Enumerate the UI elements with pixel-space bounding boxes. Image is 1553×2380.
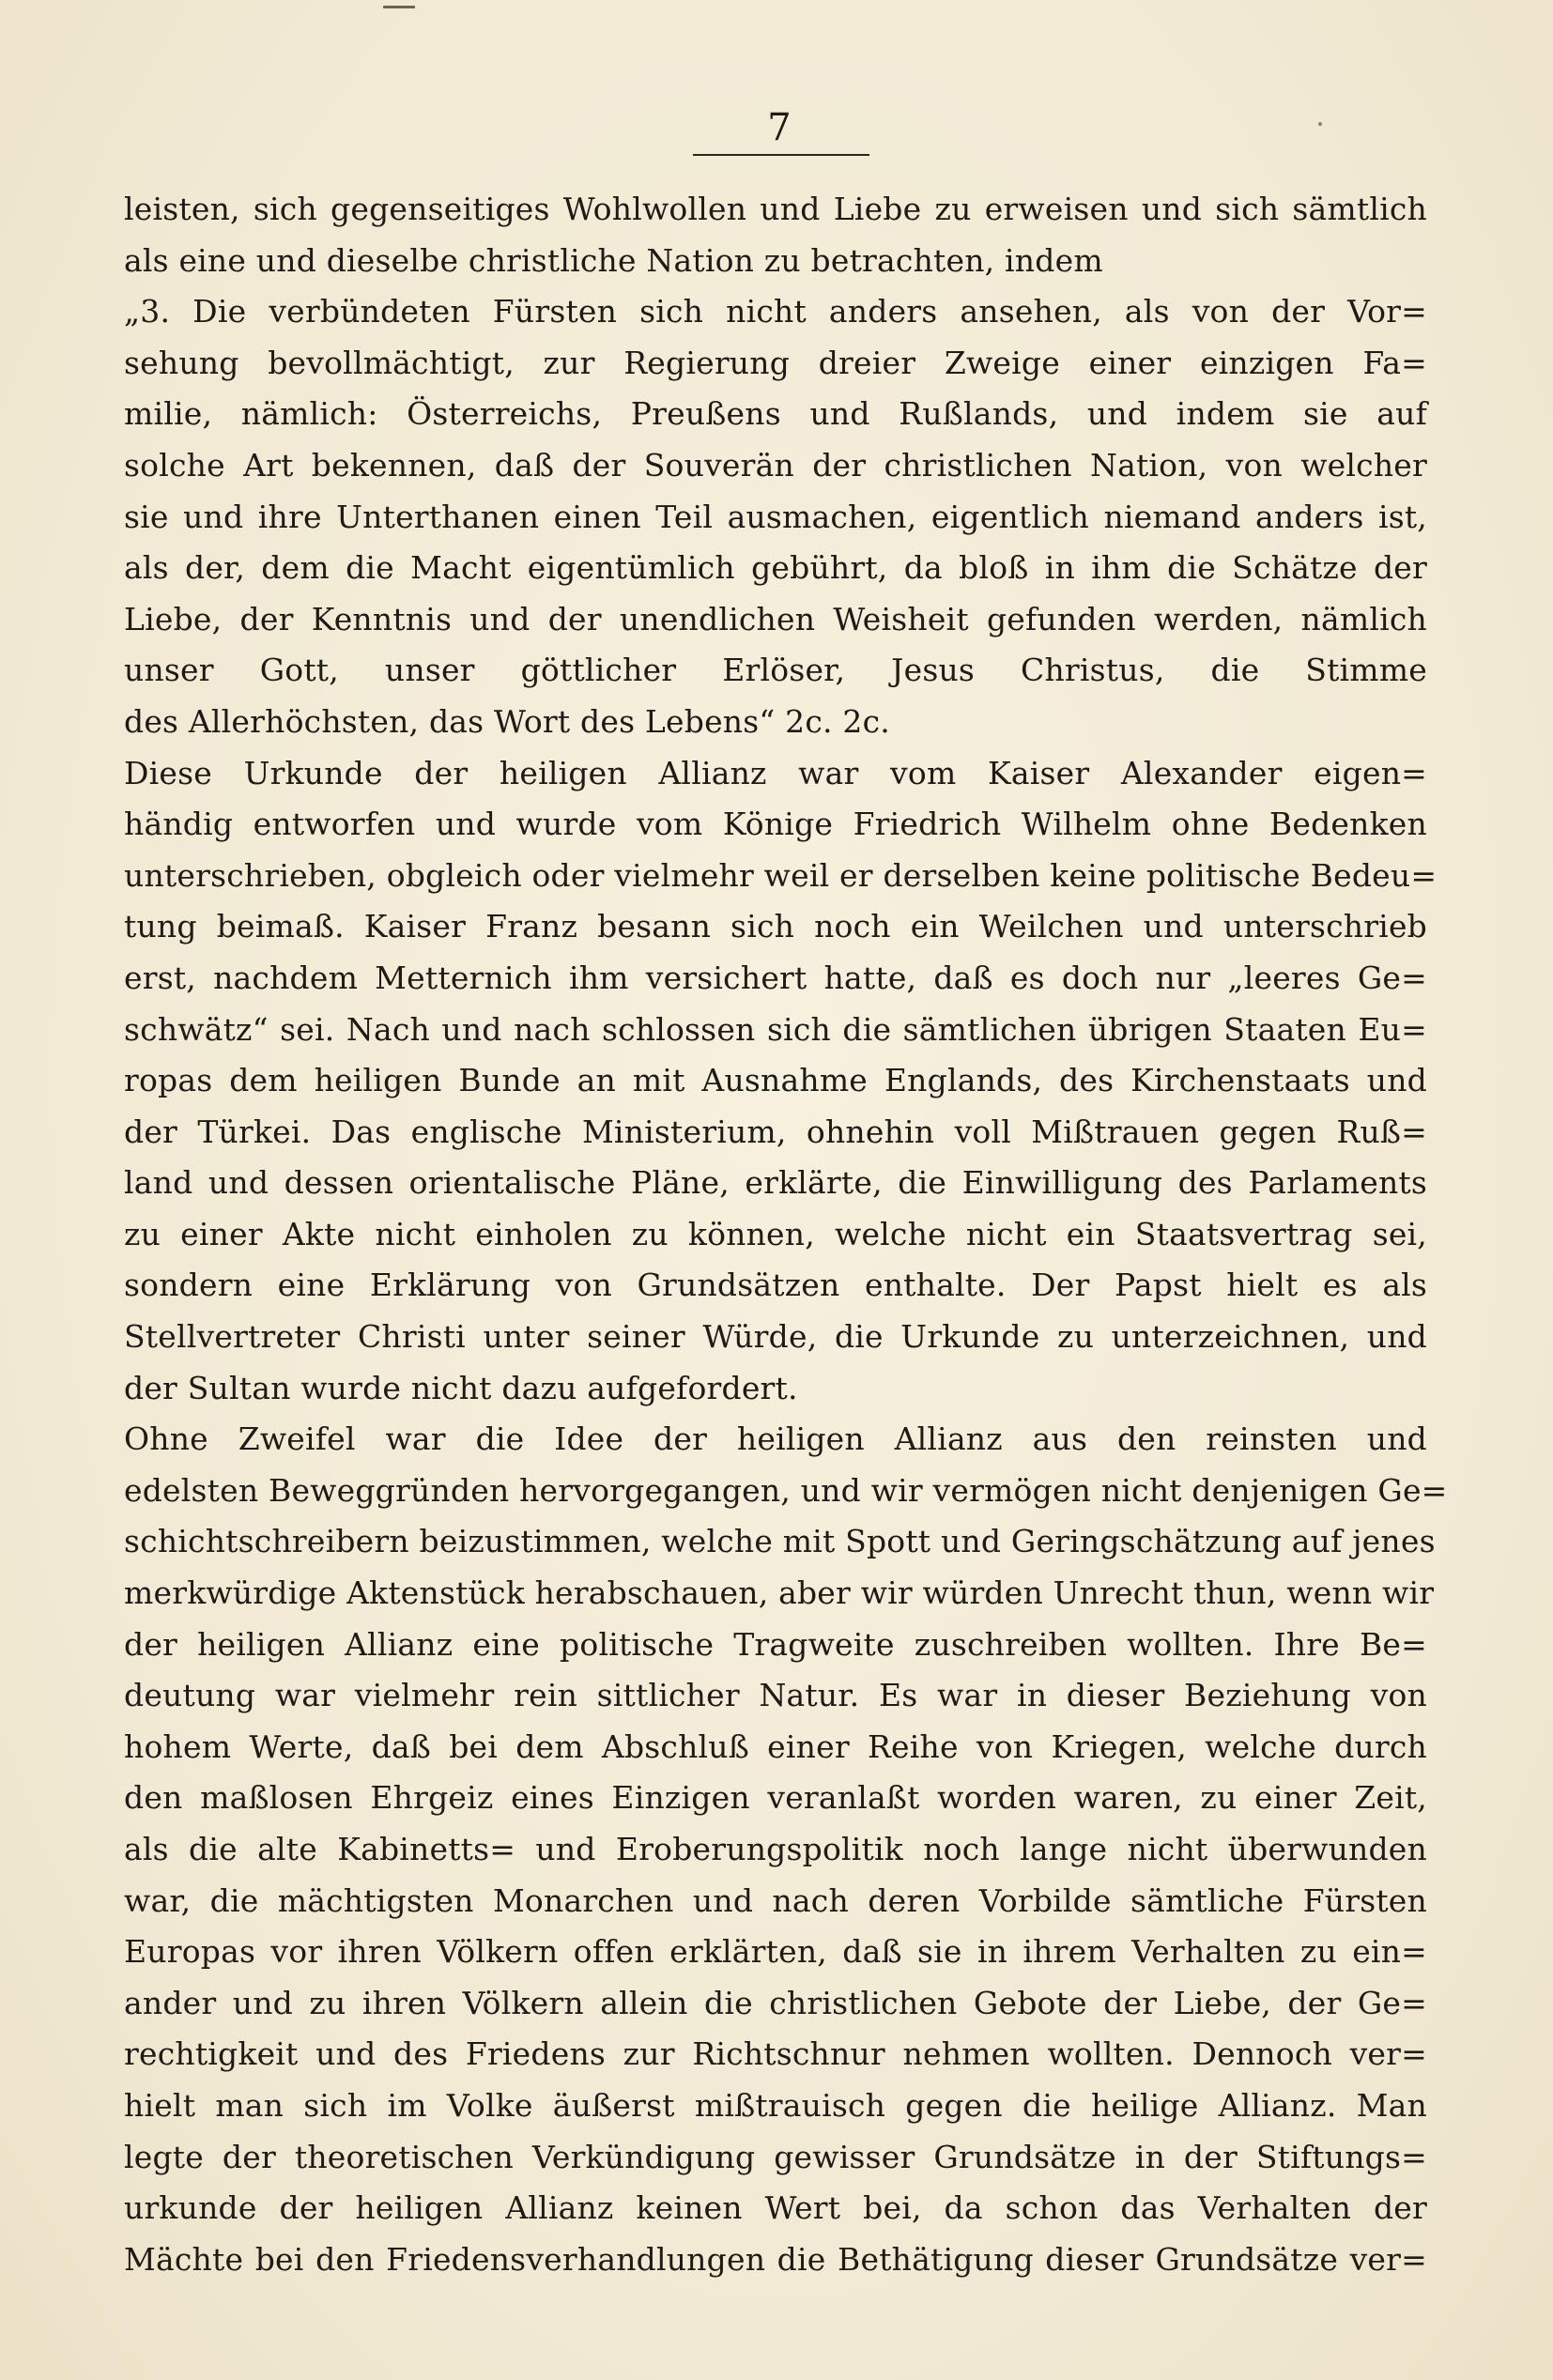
text-line: leisten, sich gegenseitiges Wohlwollen und Liebe zu erweisen und sich sämtlich	[124, 191, 1427, 227]
text-line: hohem Werte, daß bei dem Abschluß einer Reihe von Kriegen, welche durch	[124, 1727, 1427, 1765]
text-line: land und dessen orientalische Pläne, erklärte, die Einwilligung des Parlaments	[124, 1164, 1427, 1202]
text-line: schichtschreibern beizustimmen, welche mit Spott und Geringschätzung auf jenes	[124, 1523, 1436, 1560]
text-line: urkunde der heiligen Allianz keinen Wert bei, da schon das Verhalten der	[124, 2189, 1427, 2227]
text-line: war, die mächtigsten Monarchen und nach deren Vorbilde sämtliche Fürsten	[124, 1881, 1427, 1919]
text-line: hielt man sich im Volke äußerst mißtrauisch gegen die heilige Allianz. Man	[124, 2086, 1427, 2124]
text-line: der Türkei. Das englische Ministerium, ohnehin voll Mißtrauen gegen Ruß=	[124, 1113, 1427, 1150]
text-line: als der, dem die Macht eigentümlich gebührt, da bloß in ihm die Schätze der	[124, 549, 1427, 587]
text-line: den maßlosen Ehrgeiz eines Einzigen veranlaßt worden waren, zu einer Zeit,	[124, 1779, 1427, 1817]
page-edge-mark	[383, 6, 415, 8]
text-line: Europas vor ihren Völkern offen erklärten, daß sie in ihrem Verhalten zu ein=	[124, 1933, 1427, 1971]
header-rule	[693, 154, 869, 156]
text-line: solche Art bekennen, daß der Souverän der christlichen Nation, von welcher	[124, 446, 1427, 484]
body-text	[124, 184, 1448, 2285]
text-line: ropas dem heiligen Bunde an mit Ausnahme Englands, des Kirchenstaats und	[124, 1062, 1427, 1099]
text-line: tung beimaß. Kaiser Franz besann sich noch ein Weilchen und unterschrieb	[124, 908, 1427, 945]
text-line: sehung bevollmächtigt, zur Regierung dreier Zweige einer einzigen Fa=	[124, 344, 1427, 381]
text-line: sie und ihre Unterthanen einen Teil ausmachen, eigentlich niemand anders ist,	[124, 498, 1427, 535]
text-line: der Sultan wurde nicht dazu aufgefordert.	[124, 1369, 798, 1406]
text-line: sondern eine Erklärung von Grundsätzen enthalte. Der Papst hielt es als	[124, 1267, 1427, 1304]
text-line: milie, nämlich: Österreichs, Preußens und Rußlands, und indem sie auf	[124, 395, 1427, 433]
text-line: erst, nachdem Metternich ihm versichert hatte, daß es doch nur „leeres Ge=	[124, 959, 1427, 996]
text-line: Diese Urkunde der heiligen Allianz war vom Kaiser Alexander eigen=	[124, 754, 1427, 791]
text-line: Ohne Zweifel war die Idee der heiligen Allianz aus den reinsten und	[124, 1420, 1427, 1458]
text-line: rechtigkeit und des Friedens zur Richtschnur nehmen wollten. Dennoch ver=	[124, 2035, 1427, 2073]
text-line: zu einer Akte nicht einholen zu können, welche nicht ein Staatsvertrag sei,	[124, 1215, 1427, 1252]
text-line: schwätz“ sei. Nach und nach schlossen sich die sämtlichen übrigen Staaten Eu=	[124, 1010, 1427, 1048]
text-line: deutung war vielmehr rein sittlicher Natur. Es war in dieser Beziehung von	[124, 1677, 1427, 1714]
text-line: Mächte bei den Friedensverhandlungen die Bethätigung dieser Grundsätze ver=	[124, 2240, 1427, 2278]
text-line: Liebe, der Kenntnis und der unendlichen Weisheit gefunden werden, nämlich	[124, 600, 1427, 637]
text-line: händig entworfen und wurde vom Könige Friedrich Wilhelm ohne Bedenken	[124, 806, 1427, 843]
page-number: 7	[767, 106, 792, 149]
page-speck	[1318, 122, 1322, 126]
text-line: unterschrieben, obgleich oder vielmehr weil er derselben keine politische Bedeu=	[124, 856, 1438, 894]
text-line: merkwürdige Aktenstück herabschauen, aber wir würden Unrecht thun, wenn wir	[124, 1574, 1435, 1612]
text-line: des Allerhöchsten, das Wort des Lebens“ 2c. 2c.	[124, 702, 890, 740]
text-line: ander und zu ihren Völkern allein die christlichen Gebote der Liebe, der Ge=	[124, 1984, 1427, 2021]
text-line: Stellvertreter Christi unter seiner Würde, die Urkunde zu unterzeichnen, und	[124, 1318, 1427, 1356]
text-line: der heiligen Allianz eine politische Tragweite zuschreiben wollten. Ihre Be=	[124, 1625, 1427, 1663]
text-line: legte der theoretischen Verkündigung gewisser Grundsätze in der Stiftungs=	[124, 2138, 1427, 2175]
text-line: edelsten Beweggründen hervorgegangen, und wir vermögen nicht denjenigen Ge=	[124, 1471, 1448, 1509]
text-line: als eine und dieselbe christliche Nation zu betrachten, indem	[124, 241, 1103, 279]
text-line: als die alte Kabinetts= und Eroberungspolitik noch lange nicht überwunden	[124, 1831, 1427, 1867]
text-line: unser Gott, unser göttlicher Erlöser, Jesus Christus, die Stimme	[124, 652, 1427, 689]
text-line: „3. Die verbündeten Fürsten sich nicht anders ansehen, als von der Vor=	[124, 293, 1427, 330]
